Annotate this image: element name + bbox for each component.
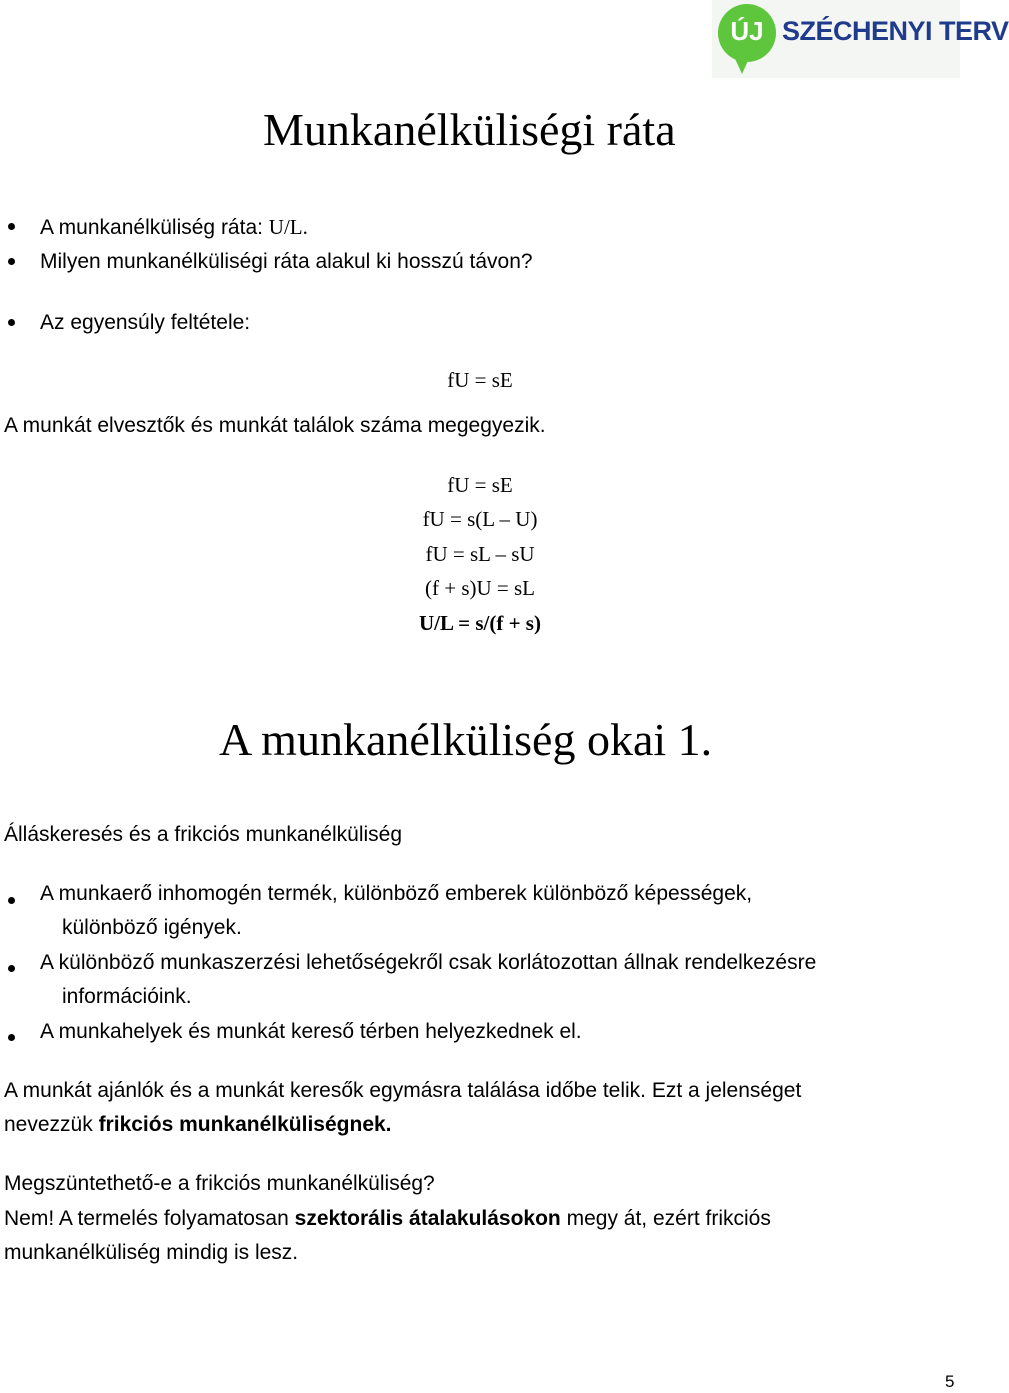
derivation-line: fU = sE — [447, 473, 513, 497]
answer-line1 — [4, 1202, 771, 1236]
question-text: Megszüntethető-e a frikciós munkanélküliség? — [4, 1172, 435, 1195]
logo-badge-text: ÚJ — [730, 16, 764, 46]
answer-text: megy át, ezért frikciós — [560, 1207, 771, 1230]
derivation-line: (f + s)U = sL — [424, 576, 535, 600]
bullet-text: A munkanélküliség ráta: — [40, 216, 269, 239]
bullet-icon — [8, 258, 15, 265]
paragraph-matching-line1: A munkát ajánlók és a munkát keresők egymásra találása időbe telik. Ezt a jelenséget — [4, 1079, 802, 1102]
bullet-unemployment-rate — [40, 210, 308, 245]
term-sectoral-transformations: szektorális átalakulásokon — [294, 1207, 561, 1230]
bullet-icon — [8, 319, 15, 326]
page-number: 5 — [945, 1372, 955, 1391]
bullet-icon — [8, 223, 15, 230]
bullet-icon — [8, 897, 15, 904]
bullet-equilibrium-condition: Az egyensúly feltétele: — [40, 311, 251, 334]
answer-line2: munkanélküliség mindig is lesz. — [4, 1241, 299, 1264]
bullet-icon — [8, 965, 15, 972]
formula-ul: U/L. — [268, 215, 308, 239]
bullet-labor-inhomogeneous-cont: különböző igények. — [62, 916, 242, 939]
logo-name: SZÉCHENYI TERV — [782, 16, 1009, 46]
answer-text: Nem! A termelés folyamatosan — [4, 1207, 295, 1230]
szechenyi-terv-logo — [712, 0, 1009, 78]
bullet-icon — [8, 1034, 15, 1041]
section2-subtitle: Álláskeresés és a frikciós munkanélküliség — [4, 823, 403, 846]
term-frictional-unemployment: frikciós munkanélküliségnek. — [98, 1113, 392, 1136]
paragraph-text: nevezzük — [4, 1113, 99, 1136]
paragraph-matching-line2 — [4, 1108, 392, 1142]
bullet-spatial-location: A munkahelyek és munkát kereső térben helyezkednek el. — [40, 1020, 582, 1043]
bullet-long-run-question: Milyen munkanélküliségi ráta alakul ki hosszú távon? — [40, 250, 533, 273]
derivation-line: fU = s(L – U) — [422, 507, 538, 531]
bullet-labor-inhomogeneous: A munkaerő inhomogén termék, különböző emberek különböző képességek, — [40, 882, 753, 905]
explanation-text: A munkát elvesztők és munkát találok száma megegyezik. — [4, 414, 546, 437]
derivation-result: U/L = s/(f + s) — [419, 611, 541, 635]
bullet-limited-information-cont: információink. — [62, 985, 192, 1008]
equilibrium-equation: fU = sE — [447, 368, 513, 392]
section2-title: A munkanélküliség okai 1. — [219, 714, 713, 765]
section1-title: Munkanélküliségi ráta — [263, 104, 676, 155]
bullet-limited-information: A különböző munkaszerzési lehetőségekről csak korlátozottan állnak rendelkezésre — [40, 951, 817, 974]
derivation-line: fU = sL – sU — [425, 542, 535, 566]
